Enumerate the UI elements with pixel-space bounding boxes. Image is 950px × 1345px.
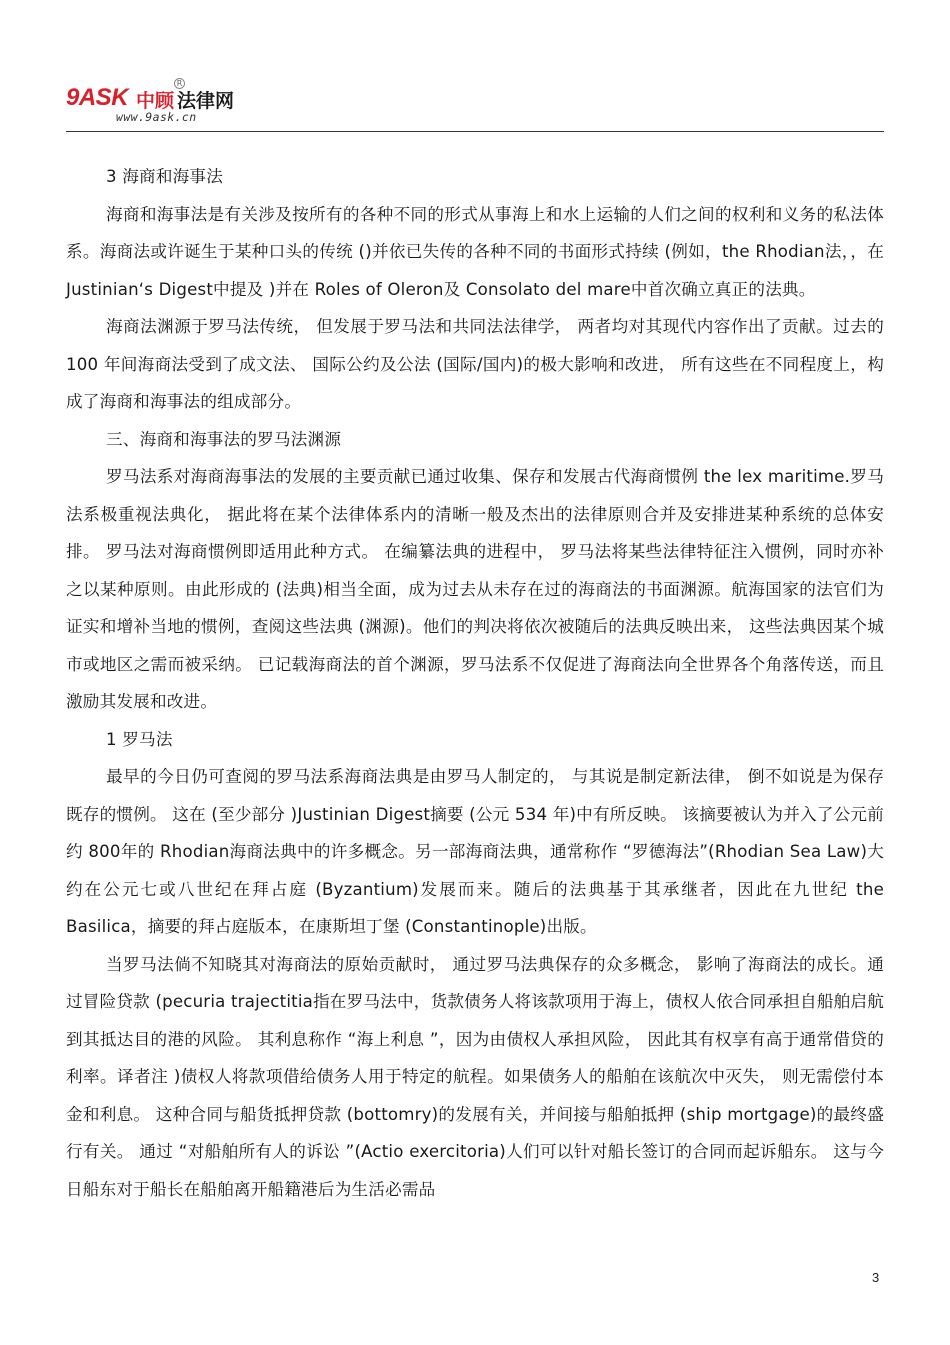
page-number: 3 bbox=[872, 1270, 880, 1285]
logo-falvwang: 法律网 bbox=[177, 90, 235, 112]
logo-url: www.9ask.cn bbox=[116, 110, 197, 124]
paragraph: 海商法渊源于罗马法传统， 但发展于罗马法和共同法法律学， 两者均对其现代内容作出了贡献。过去的 100 年间海商法受到了成文法、 国际公约及公法 (国际/国内)的极大影响和改进， 所有这些在不同程度上，构成了海商和海事法的组成部分。 bbox=[66, 317, 884, 411]
logo[interactable] bbox=[66, 78, 256, 126]
header-divider bbox=[66, 131, 884, 132]
paragraph: 当罗马法倘不知晓其对海商法的原始贡献时， 通过罗马法典保存的众多概念， 影响了海商法的成长。通过冒险贷款 (pecuria trajectitia指在罗马法中，货款债务人将该款项用于海上，债权人依合同承担自船舶启航到其抵达目的港的风险。 其利息称作 “海上利息 ”，因为由债权人承担风险， 因此其有权享有高于通常借贷的利率。译者注 )债权人将款项借给债务人用于特定的航程。如果债务人的船舶在该航次中灭失， 则无需偿付本金和利息。 这种合同与船货抵押贷款 (bottomry)的发展有关，并间接与船舶抵押 (ship mortgage)的最终盛行有关。 通过 “对船舶所有人的诉讼 ”(Actio exercitoria)人们可以针对船长签订的合同而起诉船东。 这与今日船东对于船长在船舶离开船籍港后为生活必需品 bbox=[66, 954, 885, 1199]
registered-mark-icon: R bbox=[174, 78, 185, 89]
paragraph: 罗马法系对海商海事法的发展的主要贡献已通过收集、保存和发展古代海商惯例 the lex maritime.罗马法系极重视法典化， 据此将在某个法律体系内的清晰一般及杰出的法律原则合并及安排进某种系统的总体安排。 罗马法对海商惯例即适用此种方式。 在编纂法典的进程中， 罗马法将某些法律特征注入惯例，同时亦补之以某种原则。由此形成的 (法典)相当全面，成为过去从未存在过的海商法的书面渊源。航海国家的法官们为证实和增补当地的惯例，查阅这些法典 (渊源)。他们的判决将依次被随后的法典反映出来， 这些法典因某个城市或地区之需而被采纳。 已记载海商法的首个渊源，罗马法系不仅促进了海商法向全世界各个角落传送，而且激励其发展和改进。 bbox=[66, 467, 884, 711]
section-heading: 三、海商和海事法的罗马法渊源 bbox=[106, 429, 342, 449]
section-heading: 1 罗马法 bbox=[106, 729, 173, 749]
document-body bbox=[66, 158, 884, 1208]
page-header bbox=[66, 78, 884, 134]
section-heading: 3 海商和海事法 bbox=[106, 167, 223, 186]
paragraph: 最早的今日仍可查阅的罗马法系海商法典是由罗马人制定的， 与其说是制定新法律， 倒不如说是为保存既存的惯例。 这在 (至少部分 )Justinian Digest摘要 (公元 534 年)中有所反映。 该摘要被认为并入了公元前约 800年的 Rhodian海商法典中的许多概念。另一部海商法典，通常称作 “罗德海法”(Rhodian Sea Law)大约在公元七或八世纪在拜占庭 (Byzantium)发展而来。随后的法典基于其承继者，因此在九世纪 the Basilica，摘要的拜占庭版本，在康斯坦丁堡 (Constantinople)出版。 bbox=[66, 767, 884, 936]
paragraph: 海商和海事法是有关涉及按所有的各种不同的形式从事海上和水上运输的人们之间的权利和义务的私法体系。海商法或许诞生于某种口头的传统 ()并依已失传的各种不同的书面形式持续 (例如，the Rhodian法，，在 Justinian‘s Digest中提及 )并在 Roles of Oleron及 Consolato del mare中首次确立真正的法典。 bbox=[66, 204, 884, 299]
logo-brand: 9ASK bbox=[66, 84, 129, 111]
logo-zhongguo: 中顾 bbox=[136, 90, 175, 112]
